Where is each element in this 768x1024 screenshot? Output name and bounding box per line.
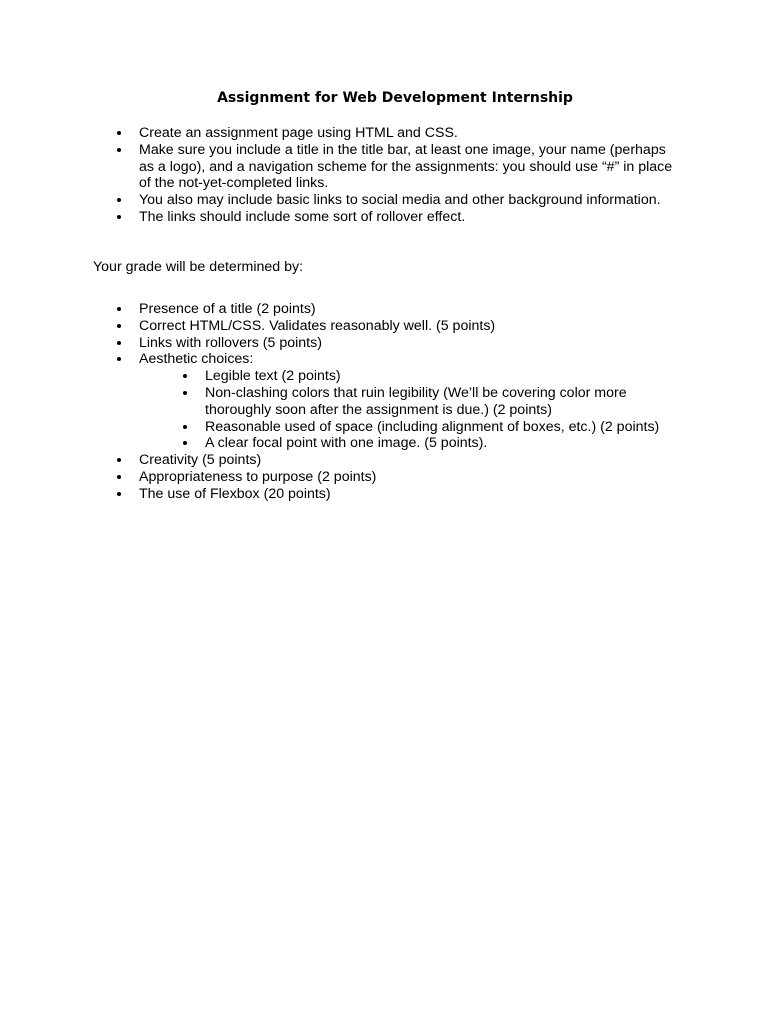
list-item: Create an assignment page using HTML and CSS. [139,125,679,142]
list-item: Appropriateness to purpose (2 points) [139,469,679,486]
sublist-item: Legible text (2 points) [205,368,679,385]
sublist-item: A clear focal point with one image. (5 points). [205,435,679,452]
list-item: You also may include basic links to social media and other background information. [139,192,679,209]
list-item: Links with rollovers (5 points) [139,335,679,352]
grade-intro: Your grade will be determined by: [93,259,304,275]
aesthetic-sublist [139,368,679,452]
document-title: Assignment for Web Development Internship [217,90,573,106]
sublist-item: Reasonable used of space (including alignment of boxes, etc.) (2 points) [205,419,679,436]
list-item: The links should include some sort of rollover effect. [139,209,679,226]
list-item: Make sure you include a title in the title bar, at least one image, your name (perhaps as a logo), and a navigation scheme for the assignments: you should use “#” in place of the not-yet-completed links. [139,142,679,192]
list-item: Presence of a title (2 points) [139,301,679,318]
requirements-list [139,125,679,226]
list-item-aesthetic [139,351,679,452]
grading-criteria-list [139,301,679,503]
list-item: The use of Flexbox (20 points) [139,486,679,503]
list-item: Creativity (5 points) [139,452,679,469]
sublist-item: Non-clashing colors that ruin legibility (We’ll be covering color more thoroughly soon after the assignment is due.) (2 points) [205,385,679,419]
aesthetic-label: Aesthetic choices: [139,351,254,368]
list-item: Correct HTML/CSS. Validates reasonably well. (5 points) [139,318,679,335]
